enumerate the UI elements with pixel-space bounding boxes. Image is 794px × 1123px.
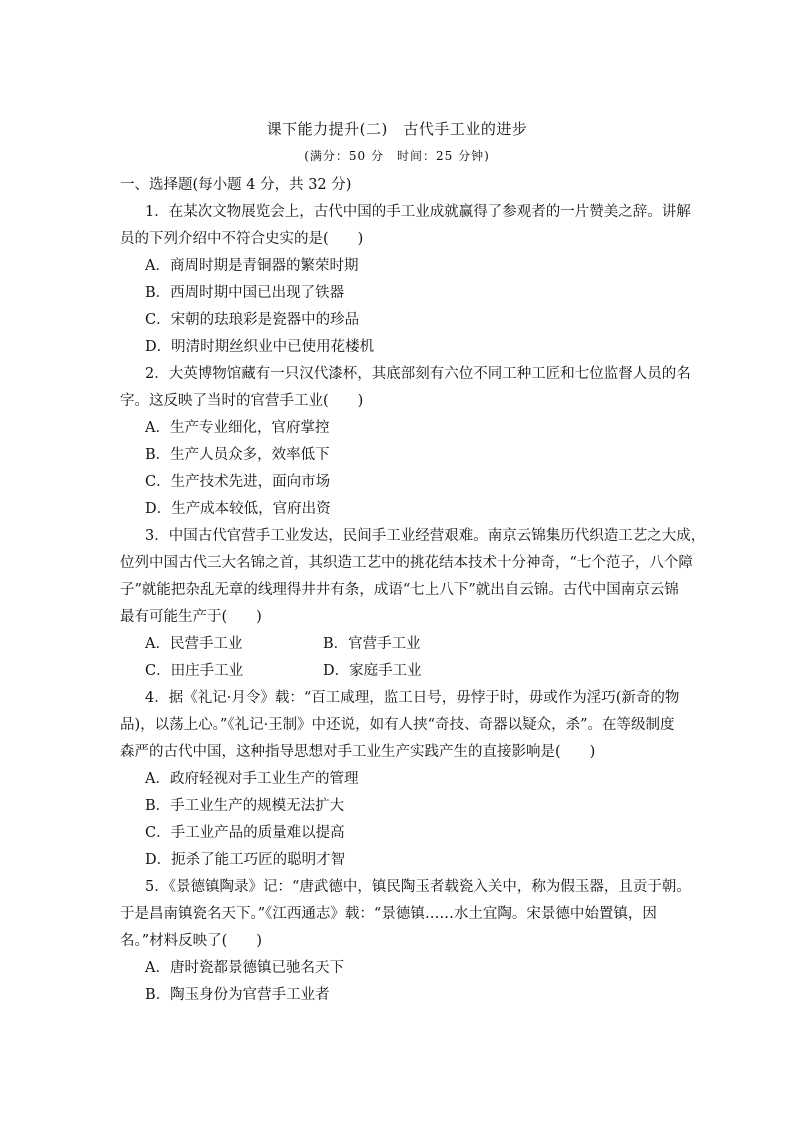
question-3-option-a: A．民营手工业 — [145, 636, 243, 652]
question-3-stem-line-3: 子”就能把杂乱无章的线理得井井有条，成语“七上八下”就出自云锦。古代中国南京云锦 — [120, 582, 679, 598]
question-1-option-c: C．宋朝的珐琅彩是瓷器中的珍品 — [145, 312, 360, 328]
question-1-option-b: B．西周时期中国已出现了铁器 — [145, 285, 345, 301]
question-2-stem-line-2: 字。这反映了当时的官营手工业( ) — [120, 393, 364, 409]
question-3-stem-line-1: 3．中国古代官营手工业发达，民间手工业经营艰难。南京云锦集历代织造工艺之大成， — [145, 528, 706, 544]
question-3-option-b: B．官营手工业 — [323, 636, 421, 652]
question-2-option-b: B．生产人员众多，效率低下 — [145, 447, 330, 463]
question-5-option-a: A．唐时瓷都景德镇已驰名天下 — [145, 960, 344, 976]
question-3 — [120, 523, 706, 685]
question-3-stem-line-2: 位列中国古代三大名锦之首，其织造工艺中的挑花结本技术十分神奇，“七个范子，八个障 — [120, 555, 693, 571]
question-1-stem-line-2: 员的下列介绍中不符合史实的是( ) — [120, 231, 364, 247]
question-4-stem-line-3: 森严的古代中国，这种指导思想对手工业生产实践产生的直接影响是( ) — [120, 744, 596, 760]
question-5-option-b: B．陶玉身份为官营手工业者 — [145, 987, 330, 1003]
section-heading: 一、选择题(每小题 4 分，共 32 分) — [120, 177, 352, 193]
question-1-option-d: D．明清时期丝织业中已使用花楼机 — [145, 339, 375, 355]
question-2 — [120, 361, 691, 523]
question-4-stem-line-2: 品)，以荡上心。”《礼记·王制》中还说，如有人挟“奇技、奇器以疑众，杀”。在等级制度 — [120, 717, 675, 733]
question-1-stem-line-1: 1．在某次文物展览会上，古代中国的手工业成就赢得了参观者的一片赞美之辞。讲解 — [145, 204, 691, 220]
question-3-option-c: C．田庄手工业 — [145, 663, 244, 679]
question-3-option-d: D．家庭手工业 — [323, 663, 422, 679]
question-4-option-b: B．手工业生产的规模无法扩大 — [145, 798, 345, 814]
question-2-option-c: C．生产技术先进，面向市场 — [145, 474, 331, 490]
question-4-option-d: D．扼杀了能工巧匠的聪明才智 — [145, 852, 346, 868]
page-subtitle: (满分：50 分 时间：25 分钟) — [304, 149, 490, 163]
question-1-option-a: A．商周时期是青铜器的繁荣时期 — [145, 258, 359, 274]
question-5-stem-line-2: 于是昌南镇瓷名天下。”《江西通志》载：“景德镇……水土宜陶。宋景德中始置镇，因 — [120, 906, 657, 922]
question-2-option-d: D．生产成本较低，官府出资 — [145, 501, 331, 517]
question-4-stem-line-1: 4．据《礼记·月令》载：“百工咸理，监工日号，毋悖于时，毋或作为淫巧(新奇的物 — [145, 690, 680, 706]
question-2-stem-line-1: 2．大英博物馆藏有一只汉代漆杯，其底部刻有六位不同工种工匠和七位监督人员的名 — [145, 366, 691, 382]
question-4 — [120, 685, 680, 874]
question-2-option-a: A．生产专业细化，官府掌控 — [145, 420, 330, 436]
question-5 — [120, 874, 691, 1009]
question-5-stem-line-3: 名。”材料反映了( ) — [120, 933, 262, 949]
question-5-stem-line-1: 5．《景德镇陶录》记：“唐武德中，镇民陶玉者载瓷入关中，称为假玉器，且贡于朝。 — [145, 879, 691, 895]
question-4-option-a: A．政府轻视对手工业生产的管理 — [145, 771, 359, 787]
question-1 — [120, 199, 691, 361]
question-3-stem-line-4: 最有可能生产于( ) — [120, 609, 262, 625]
document-body — [120, 172, 706, 1009]
question-3-options-row-1 — [120, 631, 676, 658]
page-title: 课下能力提升(二) 古代手工业的进步 — [266, 120, 528, 138]
question-4-option-c: C．手工业产品的质量难以提高 — [145, 825, 345, 841]
question-3-options-row-2 — [120, 658, 676, 685]
